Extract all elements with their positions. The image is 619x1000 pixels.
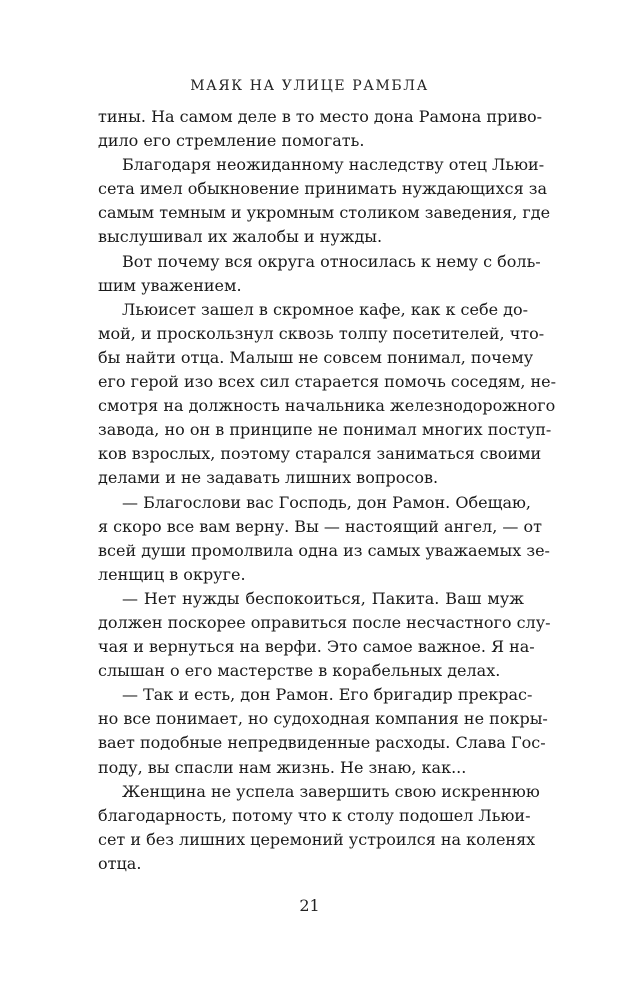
page-number: 21 — [299, 896, 320, 915]
text-line: — Так и есть, дон Рамон. Его бригадир прекрас- — [122, 685, 533, 705]
running-head: МАЯК НА УЛИЦЕ РАМБЛА — [190, 78, 429, 94]
text-line: ков взрослых, поэтому старался заниматься своими — [98, 444, 542, 464]
paragraph — [98, 491, 550, 587]
text-line: его герой изо всех сил старается помочь соседям, не- — [98, 372, 557, 392]
paragraph — [98, 683, 548, 779]
text-line: чая и вернуться на верфи. Это самое важное. Я на- — [98, 637, 535, 657]
paragraph — [98, 153, 551, 249]
paragraph — [98, 587, 551, 683]
text-line: шим уважением. — [98, 275, 242, 295]
text-line: — Благослови вас Господь, дон Рамон. Обещаю, — [122, 492, 531, 512]
text-line: тины. На самом деле в то место дона Рамона приво- — [98, 107, 542, 126]
text-line: Женщина не успела завершить свою искреннюю — [122, 781, 540, 801]
text-line: сета имел обыкновение принимать нуждающихся за — [98, 179, 548, 199]
text-line: самым темным и укромным столиком заведения, где — [98, 203, 551, 223]
text-line: выслушивал их жалобы и нужды. — [98, 227, 383, 247]
text-line: сет и без лишних церемоний устроился на коленях — [98, 829, 536, 849]
text-line: Вот почему вся округа относилась к нему с боль- — [122, 251, 541, 271]
text-line: делами и не задавать лишних вопросов. — [98, 468, 439, 488]
text-line: — Нет нужды беспокоиться, Пакита. Ваш муж — [122, 588, 524, 608]
text-line: Льюисет зашел в скромное кафе, как к себе до- — [122, 299, 529, 319]
text-line: благодарность, потому что к столу подошел Льюи- — [98, 805, 531, 825]
text-line: вает подобные непредвиденные расходы. Слава Гос- — [98, 733, 546, 753]
paragraph — [98, 250, 541, 298]
text-line: смотря на должность начальника железнодорожного — [98, 396, 556, 416]
text-line: Благодаря неожиданному наследству отец Льюи- — [122, 155, 545, 175]
text-line: ленщиц в округе. — [98, 564, 246, 584]
paragraph — [98, 298, 557, 491]
text-line: слышан о его мастерстве в корабельных делах. — [98, 661, 501, 681]
text-line: но все понимает, но судоходная компания не покры- — [98, 709, 548, 729]
paragraph — [98, 780, 540, 876]
paragraph — [98, 105, 542, 153]
text-line: отца. — [98, 853, 142, 873]
body-text — [98, 105, 557, 876]
text-line: бы найти отца. Малыш не совсем понимал, почему — [98, 347, 534, 367]
text-line: я скоро все вам верну. Вы — настоящий ангел, — от — [98, 516, 542, 536]
text-line: завода, но он в принципе не понимал многих поступ- — [98, 420, 552, 440]
text-line: мой, и проскользнул сквозь толпу посетителей, что- — [98, 323, 545, 343]
text-line: всей души промолвила одна из самых уважаемых зе- — [98, 540, 550, 560]
text-line: должен поскорее оправиться после несчастного слу- — [98, 612, 551, 632]
text-line: дило его стремление помогать. — [98, 131, 365, 151]
text-line: поду, вы спасли нам жизнь. Не знаю, как... — [98, 757, 467, 777]
